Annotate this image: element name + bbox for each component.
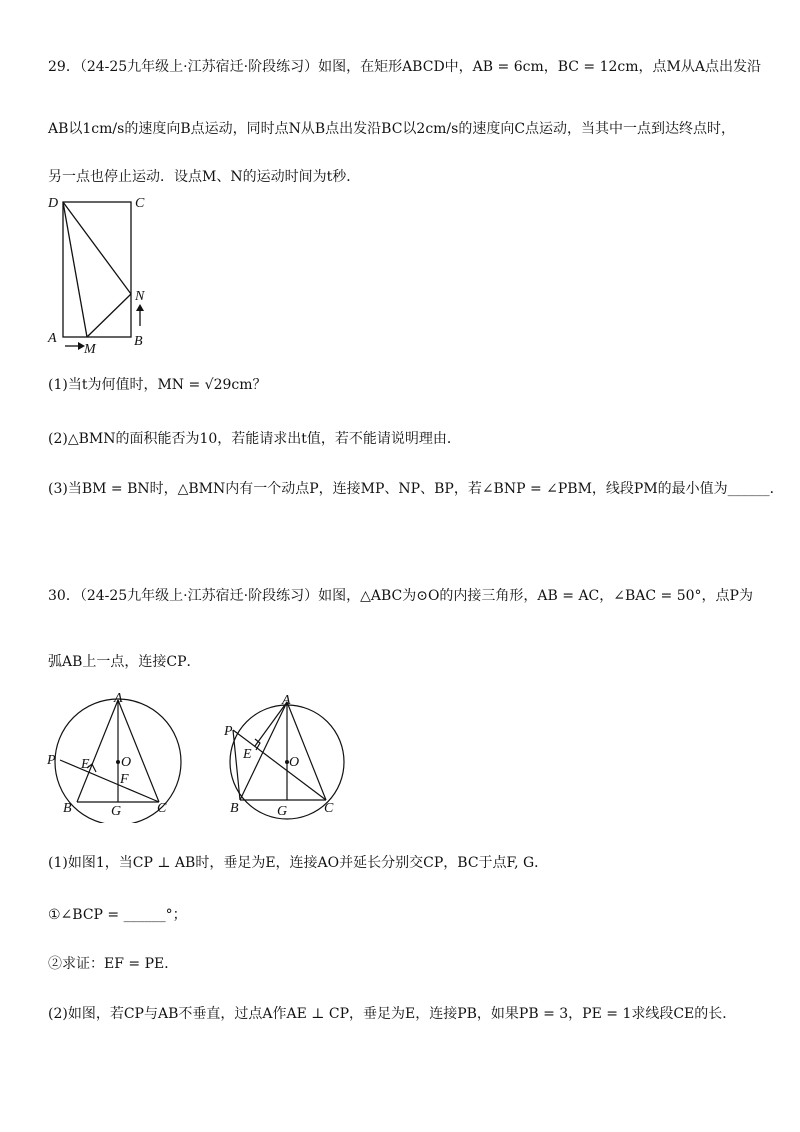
label-B: B (230, 801, 239, 816)
label-P: P (47, 753, 56, 768)
q30-part2: (2)如图，若CP与AB不垂直，过点A作AE ⊥ CP，垂足为E，连接PB，如果PB = 3，PE = 1求线段CE的长． (48, 1006, 737, 1022)
label-M: M (84, 342, 96, 357)
label-P: P (224, 724, 233, 739)
q29-part2: (2)△BMN的面积能否为10，若能请求出t值，若不能请说明理由． (48, 431, 461, 447)
label-O: O (289, 755, 300, 770)
label-A: A (48, 331, 57, 346)
label-A: A (282, 693, 291, 708)
label-F: F (120, 772, 129, 787)
label-B: B (63, 801, 72, 816)
q30-figure-1 (40, 688, 200, 823)
label-C: C (157, 801, 167, 816)
label-B: B (134, 334, 143, 349)
q30-figure-2 (220, 688, 355, 823)
q30-intro-line2: 弧AB上一点，连接CP． (48, 654, 201, 670)
label-C: C (324, 801, 334, 816)
q29-intro-line1: 29．（24-25九年级上·江苏宿迁·阶段练习）如图，在矩形ABCD中，AB = 6cm，BC = 12cm，点M从A点出发沿 (48, 59, 761, 75)
q30-sub1: ①∠BCP = ______°； (48, 907, 187, 923)
q29-rectangle-figure (40, 190, 170, 360)
q29-intro-line3: 另一点也停止运动．设点M、N的运动时间为t秒． (48, 169, 361, 185)
q30-intro-line1: 30．（24-25九年级上·江苏宿迁·阶段练习）如图，△ABC为⊙O的内接三角形，AB = AC，∠BAC = 50°，点P为 (48, 588, 753, 604)
label-E: E (81, 757, 90, 772)
label-A: A (114, 691, 123, 706)
label-N: N (135, 289, 145, 304)
label-G: G (277, 804, 288, 819)
label-D: D (48, 196, 59, 211)
label-E: E (243, 747, 252, 762)
label-C: C (135, 196, 145, 211)
q30-sub2: ②求证：EF = PE． (48, 956, 179, 972)
q29-intro-line2: AB以1cm/s的速度向B点运动，同时点N从B点出发沿BC以2cm/s的速度向C点运动，当其中一点到达终点时， (48, 121, 736, 137)
q29-part3: (3)当BM = BN时，△BMN内有一个动点P，连接MP、NP、BP，若∠BNP = ∠PBM，线段PM的最小值为______． (48, 481, 784, 497)
q30-part1: (1)如图1，当CP ⊥ AB时，垂足为E，连接AO并延长分别交CP，BC于点F, G． (48, 855, 549, 871)
label-G: G (111, 804, 122, 819)
q29-part1: (1)当t为何值时，MN = √29cm？ (48, 377, 267, 393)
label-O: O (121, 755, 132, 770)
